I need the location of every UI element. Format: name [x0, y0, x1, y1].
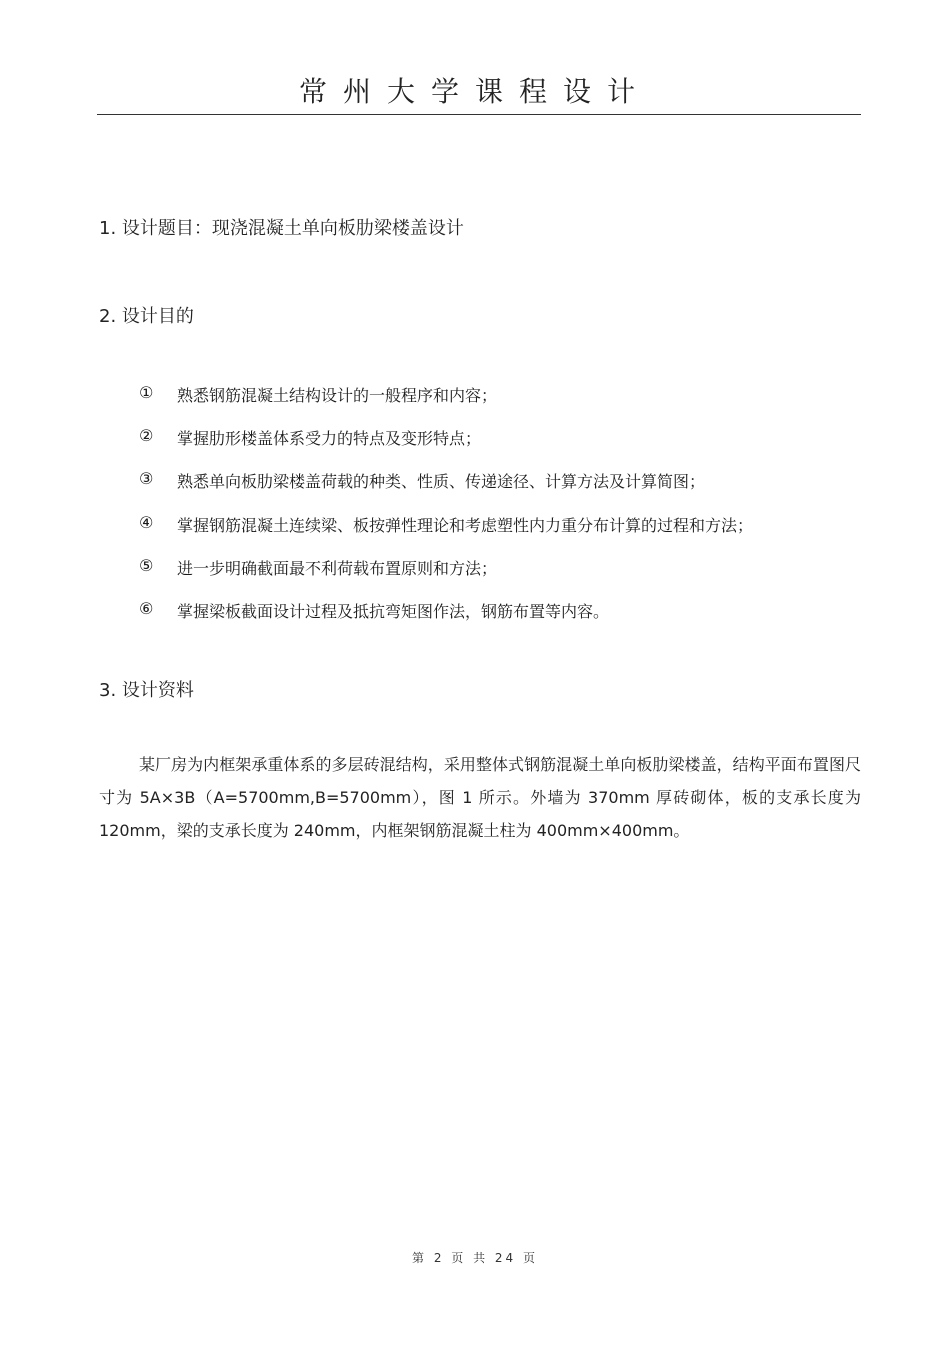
list-item — [139, 599, 859, 642]
list-marker: ③ — [139, 469, 154, 489]
list-item-text: 熟悉单向板肋梁楼盖荷载的种类、性质、传递途径、计算方法及计算简图； — [177, 472, 706, 492]
section-heading-design-data: 3. 设计资料 — [99, 680, 194, 701]
list-marker: ⑤ — [139, 555, 154, 575]
section-heading-design-topic: 1. 设计题目：现浇混凝土单向板肋梁楼盖设计 — [99, 218, 464, 239]
list-marker: ⑥ — [139, 598, 154, 618]
list-marker: ② — [139, 426, 154, 446]
list-item — [139, 513, 859, 556]
list-item — [139, 383, 859, 426]
header-divider — [97, 114, 861, 115]
page-title: 常州大学课程设计 — [298, 75, 651, 108]
list-item — [139, 426, 859, 469]
objectives-list — [139, 383, 859, 642]
list-marker: ④ — [139, 512, 154, 532]
section-heading-design-purpose: 2. 设计目的 — [99, 306, 194, 327]
list-item-text: 进一步明确截面最不利荷载布置原则和方法； — [177, 558, 498, 578]
list-item — [139, 556, 859, 599]
design-data-paragraph: 某厂房为内框架承重体系的多层砖混结构，采用整体式钢筋混凝土单向板肋梁楼盖，结构平面布置图尺寸为 5A×3B（A=5700mm,B=5700mm），图 1 所示。外墙为 370mm 厚砖砌体，板的支承长度为 120mm，梁的支承长度为 240mm，内框架钢筋混凝土柱为 400mm×400mm。 — [99, 755, 861, 840]
list-marker: ① — [139, 383, 154, 402]
list-item — [139, 469, 859, 512]
list-item-text: 掌握肋形楼盖体系受力的特点及变形特点； — [177, 429, 482, 449]
list-item-text: 掌握梁板截面设计过程及抵抗弯矩图作法，钢筋布置等内容。 — [177, 601, 610, 621]
list-item-text: 掌握钢筋混凝土连续梁、板按弹性理论和考虑塑性内力重分布计算的过程和方法； — [177, 515, 754, 535]
list-item-text: 熟悉钢筋混凝土结构设计的一般程序和内容； — [177, 386, 498, 405]
page-number-footer: 第 2 页 共 24 页 — [412, 1251, 538, 1265]
